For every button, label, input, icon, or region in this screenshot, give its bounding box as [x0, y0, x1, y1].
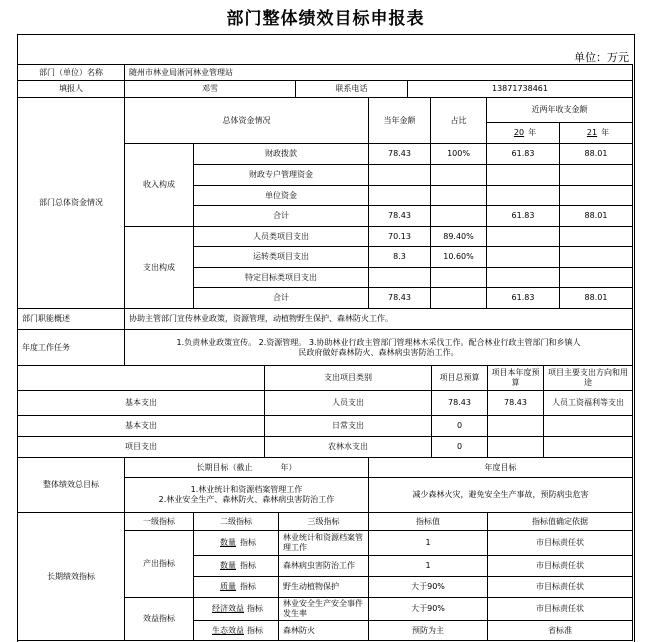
indicator-level2 [193, 576, 279, 598]
annual-task-line2: 民政府做好森林防火、森林病虫害防治工作。 [298, 347, 459, 357]
indicator-level2-type: 数量 [220, 538, 236, 547]
expense-row-amount [368, 267, 431, 288]
expense-row-y1 [486, 246, 560, 268]
indicator-value: 1 [368, 530, 488, 556]
income-row-y1: 61.83 [486, 143, 560, 165]
indicator-value: 大于90% [368, 597, 488, 621]
project-kind: 基本支出 [17, 390, 265, 416]
income-row-y2 [559, 185, 633, 206]
expense-row-name: 特定目标类项目支出 [193, 267, 369, 288]
phone-value: 13871738461 [407, 80, 633, 98]
project-budget: 78.43 [431, 390, 488, 416]
expense-row-amount: 70.13 [368, 226, 431, 247]
expense-row-amount: 8.3 [368, 246, 431, 268]
projects-header-direction: 项目主要支出方向和用途 [543, 365, 633, 391]
project-name: 人员支出 [264, 390, 432, 416]
expense-row-y2 [559, 226, 633, 247]
duty-text: 协助主管部门宣传林业政策，资源管理，动植物野生保护、森林防火工作。 [124, 308, 633, 330]
indicator-level3: 森林病虫害防治工作 [278, 555, 369, 577]
page-title: 部门整体绩效目标申报表 [226, 9, 425, 29]
income-row-ratio: 100% [430, 143, 487, 165]
indicator-basis: 市目标责任状 [487, 597, 633, 621]
year1-suffix: 年 [528, 128, 537, 137]
projects-header-category: 支出项目类别 [264, 365, 432, 391]
expense-total-name: 合计 [193, 287, 369, 309]
expense-row-name: 运转类项目支出 [193, 246, 369, 268]
income-row-name: 财政专户管理资金 [193, 164, 369, 186]
indicator-basis: 市目标责任状 [487, 555, 633, 577]
indicator-level2 [193, 597, 279, 621]
long-term-goal-header-b: 年） [280, 462, 297, 472]
income-row-amount: 78.43 [368, 143, 431, 165]
expense-row-y1 [486, 267, 560, 288]
income-row-ratio [430, 164, 487, 186]
indicator-basis: 市目标责任状 [487, 576, 633, 598]
indicators-label: 长期绩效指标 [17, 512, 125, 641]
long-term-goal-line1: 1.林业统计和资源档案管理工作 [190, 485, 303, 494]
project-budget: 0 [431, 415, 488, 437]
project-direction [543, 415, 633, 437]
income-row-name: 单位资金 [193, 185, 369, 206]
project-direction: 人员工资福利等支出 [543, 390, 633, 416]
indicator-basis: 市目标责任状 [487, 530, 633, 556]
annual-goal-text: 减少森林火灾，避免安全生产事故，预防病虫危害 [368, 477, 633, 513]
income-row-y2: 88.01 [559, 143, 633, 165]
income-total-ratio [430, 205, 487, 227]
funds-header-current: 当年金额 [368, 97, 431, 144]
income-row-amount [368, 164, 431, 186]
indicator-level2-type: 数量 [220, 561, 236, 570]
phone-label: 联系电话 [295, 80, 408, 98]
dept-name-value: 随州市林业局淅河林业管理站 [124, 64, 633, 81]
income-row-name: 财政拨款 [193, 143, 369, 165]
indicator-basis: 省标准 [487, 620, 633, 641]
year2-value: 21 [586, 128, 598, 137]
income-label: 收入构成 [124, 143, 194, 227]
expense-row-ratio: 89.40% [430, 226, 487, 247]
indicator-level2-type: 经济效益 [212, 604, 244, 613]
project-name: 日常支出 [264, 415, 432, 437]
income-row-amount [368, 185, 431, 206]
project-year-budget [487, 415, 544, 437]
indicator-value: 1 [368, 555, 488, 577]
indicator-value: 大于90% [368, 576, 488, 598]
dept-name-label: 部门（单位）名称 [17, 64, 125, 81]
projects-header-budget: 项目总预算 [431, 365, 488, 391]
indicator-benefit-label: 效益指标 [124, 597, 194, 641]
income-total-amount: 78.43 [368, 205, 431, 227]
indicator-level3: 林业安全生产安全事件发生率 [278, 597, 369, 621]
indicator-level2 [193, 555, 279, 577]
funds-header-year2 [559, 122, 633, 144]
project-budget: 0 [431, 436, 488, 458]
project-year-budget [487, 436, 544, 458]
income-total-name: 合计 [193, 205, 369, 227]
overall-goal-label: 整体绩效总目标 [17, 457, 125, 513]
funds-header-overall: 总体资金情况 [124, 97, 369, 144]
expense-row-ratio [430, 267, 487, 288]
indicator-level3: 林业统计和资源档案管理工作 [278, 530, 369, 556]
income-total-y1: 61.83 [486, 205, 560, 227]
expense-total-y1: 61.83 [486, 287, 560, 309]
project-name: 农林水支出 [264, 436, 432, 458]
indicator-header-basis: 指标值确定依据 [487, 512, 633, 531]
funds-header-recent: 近两年收支金额 [486, 97, 633, 123]
annual-task-label: 年度工作任务 [17, 329, 125, 366]
income-row-ratio [430, 185, 487, 206]
expense-label: 支出构成 [124, 226, 194, 309]
indicator-level3: 森林防火 [278, 620, 369, 641]
income-row-y1 [486, 185, 560, 206]
indicator-header-level3: 三级指标 [278, 512, 369, 531]
funds-section-label: 部门总体资金情况 [17, 97, 125, 309]
indicator-level2-suffix: 指标 [247, 625, 263, 635]
long-term-goal-text [124, 477, 369, 513]
indicator-header-level1: 一级指标 [124, 512, 194, 531]
expense-total-ratio [430, 287, 487, 309]
long-term-goal-header-a: 长期目标（截止 [196, 462, 253, 472]
funds-header-ratio: 占比 [430, 97, 487, 144]
filler-label: 填报人 [17, 80, 125, 98]
year2-suffix: 年 [601, 128, 610, 137]
income-row-y1 [486, 164, 560, 186]
duty-label: 部门职能概述 [17, 308, 125, 330]
income-row-y2 [559, 164, 633, 186]
long-term-goal-line2: 2.林业安全生产、森林防火、森林病虫害防治工作 [158, 495, 335, 504]
indicator-level2-suffix: 指标 [247, 604, 263, 613]
indicator-level2 [193, 530, 279, 556]
indicator-header-value: 指标值 [368, 512, 488, 531]
expense-total-amount: 78.43 [368, 287, 431, 309]
indicator-level2-suffix: 指标 [240, 561, 256, 570]
indicator-level2-suffix: 指标 [240, 582, 256, 591]
long-term-goal-header [124, 457, 369, 478]
expense-row-y2 [559, 267, 633, 288]
indicator-header-level2: 二级指标 [193, 512, 279, 531]
unit-label: 单位：万元 [574, 51, 629, 64]
income-total-y2: 88.01 [559, 205, 633, 227]
projects-header-blank [17, 365, 265, 391]
projects-header-year-budget: 项目本年度预算 [487, 365, 544, 391]
annual-task-line1: 1.负责林业政策宣传。 2.资源管理。 3.协助林业行政主管部门管理林木采伐工作。配合林业行政主管部门和乡镇人 [176, 337, 581, 347]
indicator-level2-type: 质量 [220, 582, 236, 591]
expense-row-y1 [486, 226, 560, 247]
annual-task-text [124, 329, 633, 366]
project-kind: 项目支出 [17, 436, 265, 458]
indicator-level3: 野生动植物保护 [278, 576, 369, 598]
annual-goal-header: 年度目标 [368, 457, 633, 478]
expense-row-ratio: 10.60% [430, 246, 487, 268]
indicator-output-label: 产出指标 [124, 530, 194, 598]
funds-header-year1 [486, 122, 560, 144]
expense-row-name: 人员类项目支出 [193, 226, 369, 247]
indicator-level2-type: 生态效益 [212, 625, 244, 635]
expense-row-y2 [559, 246, 633, 268]
project-direction [543, 436, 633, 458]
indicator-level2 [193, 620, 279, 641]
project-kind: 基本支出 [17, 415, 265, 437]
year1-value: 20 [513, 128, 525, 137]
filler-value: 邓雪 [124, 80, 296, 98]
indicator-level2-suffix: 指标 [240, 538, 256, 547]
expense-total-y2: 88.01 [559, 287, 633, 309]
indicator-value: 预防为主 [368, 620, 488, 641]
project-year-budget: 78.43 [487, 390, 544, 416]
